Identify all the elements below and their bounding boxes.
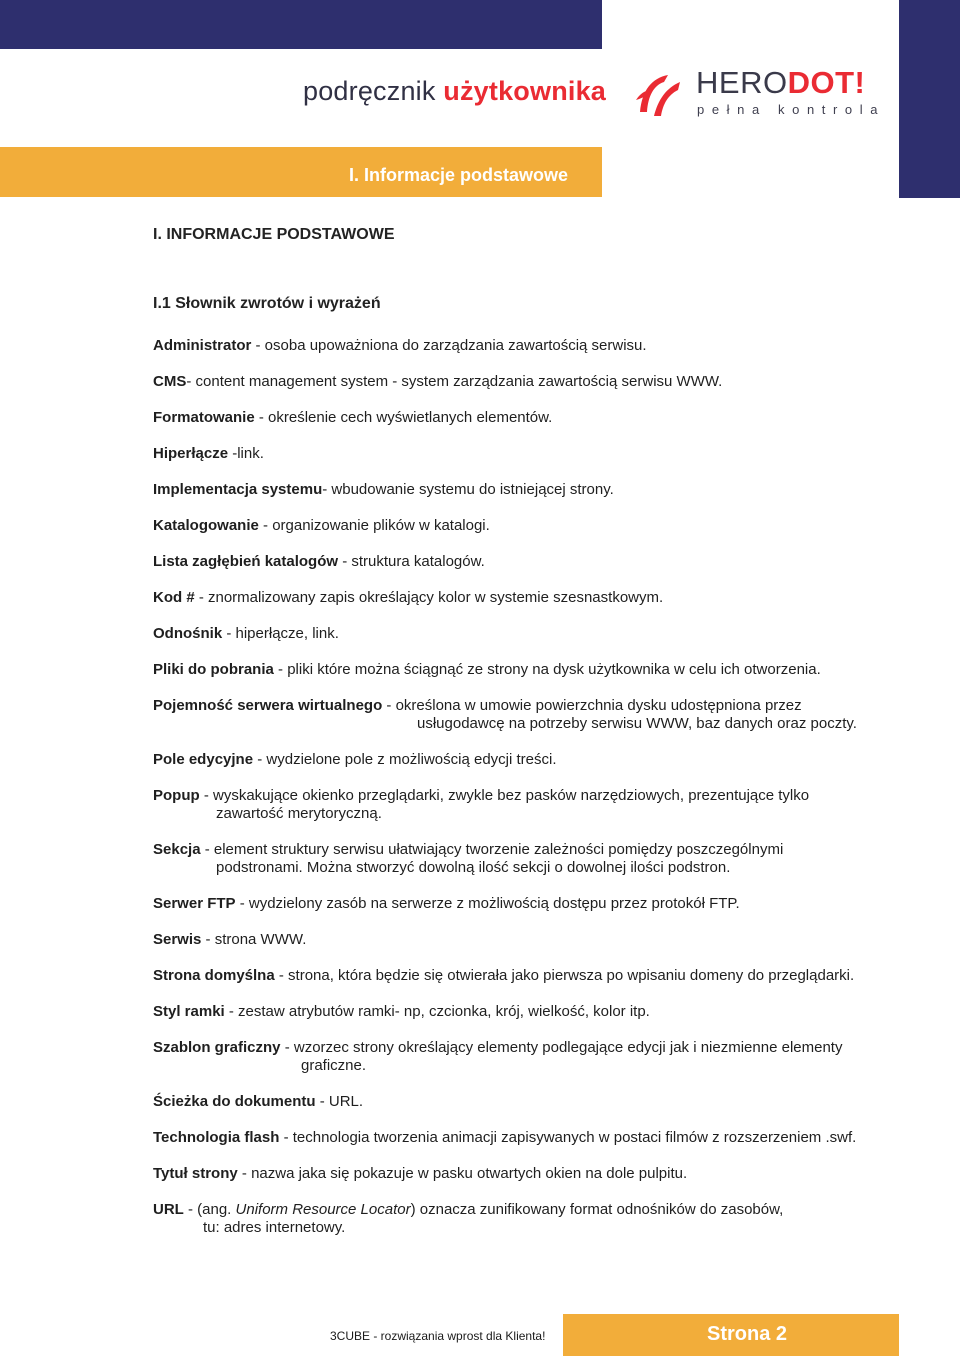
glossary-definition: - element struktury serwisu ułatwiający tworzenie zależności pomiędzy poszczególnymi bbox=[200, 841, 784, 858]
glossary-definition: - nazwa jaka się pokazuje w pasku otwartych okien na dole pulpitu. bbox=[237, 1165, 688, 1182]
glossary-entry bbox=[153, 787, 923, 823]
glossary-entry bbox=[153, 373, 923, 391]
glossary-term: Kod # bbox=[153, 589, 195, 606]
glossary-term: Katalogowanie bbox=[153, 517, 259, 534]
glossary-term: Ścieżka do dokumentu bbox=[153, 1093, 316, 1110]
glossary-definition: - pliki które można ściągnąć ze strony na dysk użytkownika w celu ich otworzenia. bbox=[273, 661, 821, 678]
logo-tagline: pełna kontrola bbox=[697, 102, 886, 117]
glossary-definition: - (ang. bbox=[183, 1201, 236, 1218]
glossary-entry bbox=[153, 1039, 923, 1075]
section-band bbox=[0, 147, 602, 197]
glossary-term: CMS bbox=[153, 373, 187, 390]
glossary-definition-continuation: zawartość merytoryczną. bbox=[216, 805, 382, 822]
glossary-entry bbox=[153, 697, 923, 733]
glossary-entry bbox=[153, 445, 923, 463]
glossary-term: Pojemność serwera wirtualnego bbox=[153, 697, 383, 714]
glossary-definition-continuation: graficzne. bbox=[301, 1057, 367, 1074]
glossary-term: Popup bbox=[153, 787, 200, 804]
glossary-list bbox=[153, 337, 923, 1255]
section-band-label: I. Informacje podstawowe bbox=[348, 165, 568, 185]
page-heading: I. INFORMACJE PODSTAWOWE bbox=[153, 226, 395, 243]
glossary-definition: - content management system - system zarządzania zawartością serwisu WWW. bbox=[186, 373, 723, 390]
glossary-definition: - zestaw atrybutów ramki- np, czcionka, krój, wielkość, kolor itp. bbox=[224, 1003, 650, 1020]
glossary-entry bbox=[153, 1129, 923, 1147]
glossary-term: Hiperłącze bbox=[153, 445, 229, 462]
glossary-heading: I.1 Słownik zwrotów i wyrażeń bbox=[153, 295, 381, 312]
glossary-definition: - strona WWW. bbox=[201, 931, 307, 948]
glossary-entry bbox=[153, 751, 923, 769]
glossary-term: Lista zagłębień katalogów bbox=[153, 553, 339, 570]
glossary-term: Serwis bbox=[153, 931, 202, 948]
glossary-term: Implementacja systemu bbox=[153, 481, 323, 498]
glossary-definition: - znormalizowany zapis określający kolor w systemie szesnastkowym. bbox=[194, 589, 664, 606]
glossary-definition-continuation: usługodawcę na potrzeby serwisu WWW, baz danych oraz poczty. bbox=[417, 715, 857, 732]
glossary-term: Styl ramki bbox=[153, 1003, 225, 1020]
glossary-entry bbox=[153, 967, 923, 985]
glossary-definition: - technologia tworzenia animacji zapisywanych w postaci filmów z rozszerzeniem .swf. bbox=[279, 1129, 857, 1146]
glossary-definition: - wbudowanie systemu do istniejącej strony. bbox=[322, 481, 614, 498]
glossary-term: Strona domyślna bbox=[153, 967, 275, 984]
glossary-definition: - strona, która będzie się otwierała jako pierwsza po wpisaniu domeny do przeglądarki. bbox=[274, 967, 855, 984]
glossary-definition: - struktura katalogów. bbox=[338, 553, 485, 570]
glossary-term: Tytuł strony bbox=[153, 1165, 238, 1182]
footer-band bbox=[563, 1314, 899, 1356]
page-number: Strona 2 bbox=[707, 1323, 788, 1345]
glossary-definition: - organizowanie plików w katalogi. bbox=[258, 517, 490, 534]
glossary-definition: - wyskakujące okienko przeglądarki, zwykle bez pasków narzędziowych, prezentujące tylko bbox=[199, 787, 810, 804]
glossary-entry bbox=[153, 931, 923, 949]
glossary-term: Szablon graficzny bbox=[153, 1039, 281, 1056]
glossary-definition: - określenie cech wyświetlanych elementów. bbox=[254, 409, 553, 426]
herodot-logo bbox=[634, 65, 886, 122]
footer-tagline: 3CUBE - rozwiązania wprost dla Klienta! bbox=[330, 1329, 546, 1343]
glossary-entry bbox=[153, 1165, 923, 1183]
glossary-term: Technologia flash bbox=[153, 1129, 280, 1146]
glossary-term: Serwer FTP bbox=[153, 895, 236, 912]
glossary-entry bbox=[153, 481, 923, 499]
glossary-entry bbox=[153, 589, 923, 607]
glossary-term: Pole edycyjne bbox=[153, 751, 254, 768]
glossary-definition: - wydzielony zasób na serwerze z możliwością dostępu przez protokół FTP. bbox=[235, 895, 740, 912]
glossary-definition-italic: Uniform Resource Locator bbox=[235, 1201, 411, 1218]
glossary-definition: - określona w umowie powierzchnia dysku udostępniona przez bbox=[382, 697, 802, 714]
glossary-entry bbox=[153, 895, 923, 913]
glossary-entry bbox=[153, 661, 923, 679]
glossary-entry bbox=[153, 625, 923, 643]
glossary-term: Formatowanie bbox=[153, 409, 255, 426]
glossary-entry bbox=[153, 1003, 923, 1021]
glossary-term: Administrator bbox=[153, 337, 252, 354]
glossary-definition: - wydzielone pole z możliwością edycji treści. bbox=[253, 751, 557, 768]
glossary-term: URL bbox=[153, 1201, 184, 1218]
glossary-entry bbox=[153, 517, 923, 535]
glossary-definition: - URL. bbox=[315, 1093, 364, 1110]
glossary-term: Pliki do pobrania bbox=[153, 661, 274, 678]
glossary-definition: - osoba upoważniona do zarządzania zawartością serwisu. bbox=[251, 337, 647, 354]
glossary-entry bbox=[153, 337, 923, 355]
glossary-definition: ) oznacza zunifikowany format odnośników do zasobów, bbox=[410, 1201, 784, 1218]
glossary-entry bbox=[153, 1093, 923, 1111]
herodot-swoosh-icon bbox=[634, 70, 684, 120]
header-navy-side-block bbox=[899, 0, 960, 198]
logo-wordmark: HERODOT! bbox=[696, 65, 866, 100]
glossary-definition: - hiperłącze, link. bbox=[222, 625, 339, 642]
glossary-term: Odnośnik bbox=[153, 625, 223, 642]
glossary-definition: - wzorzec strony określający elementy podlegające edycji jak i niezmienne elementy bbox=[280, 1039, 843, 1056]
document-title: podręcznik użytkownika bbox=[303, 76, 607, 106]
glossary-entry bbox=[153, 409, 923, 427]
glossary-entry bbox=[153, 841, 923, 877]
glossary-definition-continuation: tu: adres internetowy. bbox=[203, 1219, 346, 1236]
glossary-definition-continuation: podstronami. Można stworzyć dowolną ilość sekcji o dowolnej ilości podstron. bbox=[216, 859, 731, 876]
header-navy-bar bbox=[0, 0, 602, 49]
glossary-definition: -link. bbox=[228, 445, 264, 462]
glossary-entry bbox=[153, 553, 923, 571]
glossary-entry-url bbox=[153, 1201, 923, 1237]
glossary-term: Sekcja bbox=[153, 841, 201, 858]
